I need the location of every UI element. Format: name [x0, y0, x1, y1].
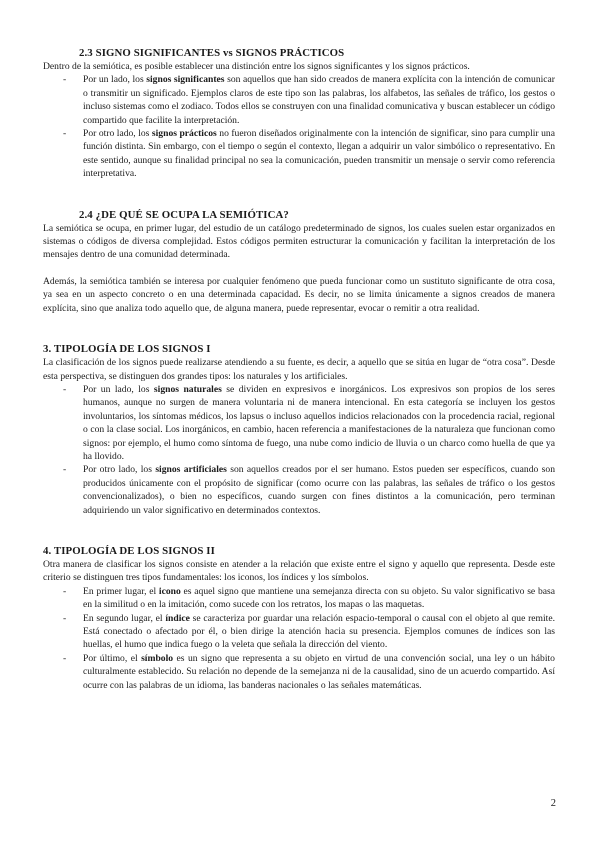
list-item: - Por otro lado, los signos prácticos no fueron diseñados originalmente con la intención de significar, sino para cumplir una función distinta. Sin embargo, con el tiempo o según el contexto, llegan a adquirir un valor simbólico o representativo. En este sentido, aunque su finalidad principal no sea la comunicación, pueden transmitir un mensaje o servir como referencia interpretativa.	[63, 128, 555, 180]
paragraph: Otra manera de clasificar los signos consiste en atender a la relación que existe entre el signo y aquello que representa. Desde este criterio se distinguen tres tipos fundamentales: los iconos, los índices y los símbolos.	[43, 558, 555, 584]
section-3	[43, 342, 555, 517]
bold-term: signos prácticos	[151, 128, 217, 140]
bullet-list	[43, 73, 555, 180]
list-item: - Por un lado, los signos significantes son aquellos que han sido creados de manera explícita con la intención de comunicar o transmitir un significado. Ejemplos claros de este tipo son las palabras, los alfabetos, las señales de tráfico, los gestos o incluso sistemas como el zodiaco. Todos ellos se construyen con una finalidad comunicativa y buscan establecer un código compartido que facilite la interpretación.	[63, 74, 555, 126]
list-item: - En segundo lugar, el índice se caracteriza por guardar una relación espacio-temporal o causal con el objeto al que remite. Está conectado o afectado por él, o bien dirige la atención hacia su presencia. Ejemplos comunes de índices son las huellas, el humo que indica fuego o la veleta que señala la dirección del viento.	[63, 612, 555, 651]
paragraph: Además, la semiótica también se interesa por cualquier fenómeno que pueda funcionar como un sustituto significante de otra cosa, ya sea en un aspecto concreto o en una determinada capacidad. Es decir, no se limita únicamente a signos creados de manera explícita, sino que analiza todo aquello que, de alguna manera, puede representar, evocar o remitir a otra realidad.	[43, 275, 555, 314]
section-4	[43, 544, 555, 692]
list-item: - Por otro lado, los signos artificiales son aquellos creados por el ser humano. Estos pueden ser específicos, cuando son producidos únicamente con el propósito de significar (como ocurre con las palabras, las señales de tráfico o los gestos convencionalizados), o bien no específicos, cuando surgen con fines distintos a la comunicación, pero terminan adquiriendo un valor significativo en determinados contextos.	[63, 464, 555, 516]
bold-term: signos significantes	[146, 74, 225, 86]
bold-term: índice	[165, 612, 190, 624]
document-page	[43, 46, 555, 692]
dash-bullet-icon: -	[63, 612, 67, 624]
bullet-list	[43, 383, 555, 517]
paragraph: La clasificación de los signos puede realizarse atendiendo a su fuente, es decir, a aquello que se sitúa en lugar de “otra cosa”. Desde esta perspectiva, se distinguen dos grandes tipos: los naturales y los artificiales.	[43, 357, 555, 382]
list-item: - Por un lado, los signos naturales se dividen en expresivos e inorgánicos. Los expresivos son propios de los seres humanos, aunque no surgen de manera voluntaria ni de manera intencional. En esta categoría se incluyen los gestos involuntarios, los síntomas médicos, los lapsus o incluso aquellos indicios relacionados con la procedencia racial, regional o con la clase social. Los inorgánicos, en cambio, hacen referencia a manifestaciones de la naturaleza que funcionan como signos: por ejemplo, el humo como síntoma de fuego, una nube como indicio de lluvia o un charco como huella de que ya ha llovido.	[63, 383, 555, 462]
bold-term: icono	[158, 585, 181, 597]
bold-term: símbolo	[141, 652, 174, 664]
section-heading: 4. TIPOLOGÍA DE LOS SIGNOS II	[43, 544, 215, 557]
section-2-4	[43, 208, 555, 315]
paragraph: Dentro de la semiótica, es posible establecer una distinción entre los signos significantes y los signos prácticos.	[43, 61, 470, 72]
section-heading: 2.3 SIGNO SIGNIFICANTES vs SIGNOS PRÁCTICOS	[79, 47, 345, 59]
dash-bullet-icon: -	[63, 585, 67, 597]
list-item: - En primer lugar, el icono es aquel signo que mantiene una semejanza directa con su objeto. Su valor significativo se basa en la similitud o en la imitación, como sucede con los retratos, los mapas o las maquetas.	[63, 585, 555, 611]
dash-bullet-icon: -	[63, 74, 67, 86]
bold-term: signos naturales	[153, 383, 222, 395]
dash-bullet-icon: -	[63, 383, 67, 395]
page-number: 2	[550, 798, 556, 809]
section-heading: 2.4 ¿DE QUÉ SE OCUPA LA SEMIÓTICA?	[79, 208, 289, 221]
list-item: - Por último, el símbolo es un signo que representa a su objeto en virtud de una convención social, una ley o un hábito culturalmente establecido. Su relación no depende de la semejanza ni de la causalidad, sino de un acuerdo compartido. Así ocurre con las palabras de un idioma, las banderas nacionales o las señales matemáticas.	[63, 652, 555, 691]
bold-term: signos artificiales	[155, 464, 227, 476]
dash-bullet-icon: -	[63, 128, 67, 140]
paragraph: La semiótica se ocupa, en primer lugar, del estudio de un catálogo predeterminado de signos, los cuales suelen estar organizados en sistemas o códigos de diversa complejidad. Estos códigos permiten estructurar la comunicación y facilitan la interpretación de los mensajes dentro de una comunidad determinada.	[43, 222, 555, 261]
bullet-list	[43, 585, 555, 692]
section-2-3	[43, 46, 555, 181]
dash-bullet-icon: -	[63, 464, 67, 476]
dash-bullet-icon: -	[63, 652, 67, 664]
section-heading: 3. TIPOLOGÍA DE LOS SIGNOS I	[43, 343, 211, 356]
